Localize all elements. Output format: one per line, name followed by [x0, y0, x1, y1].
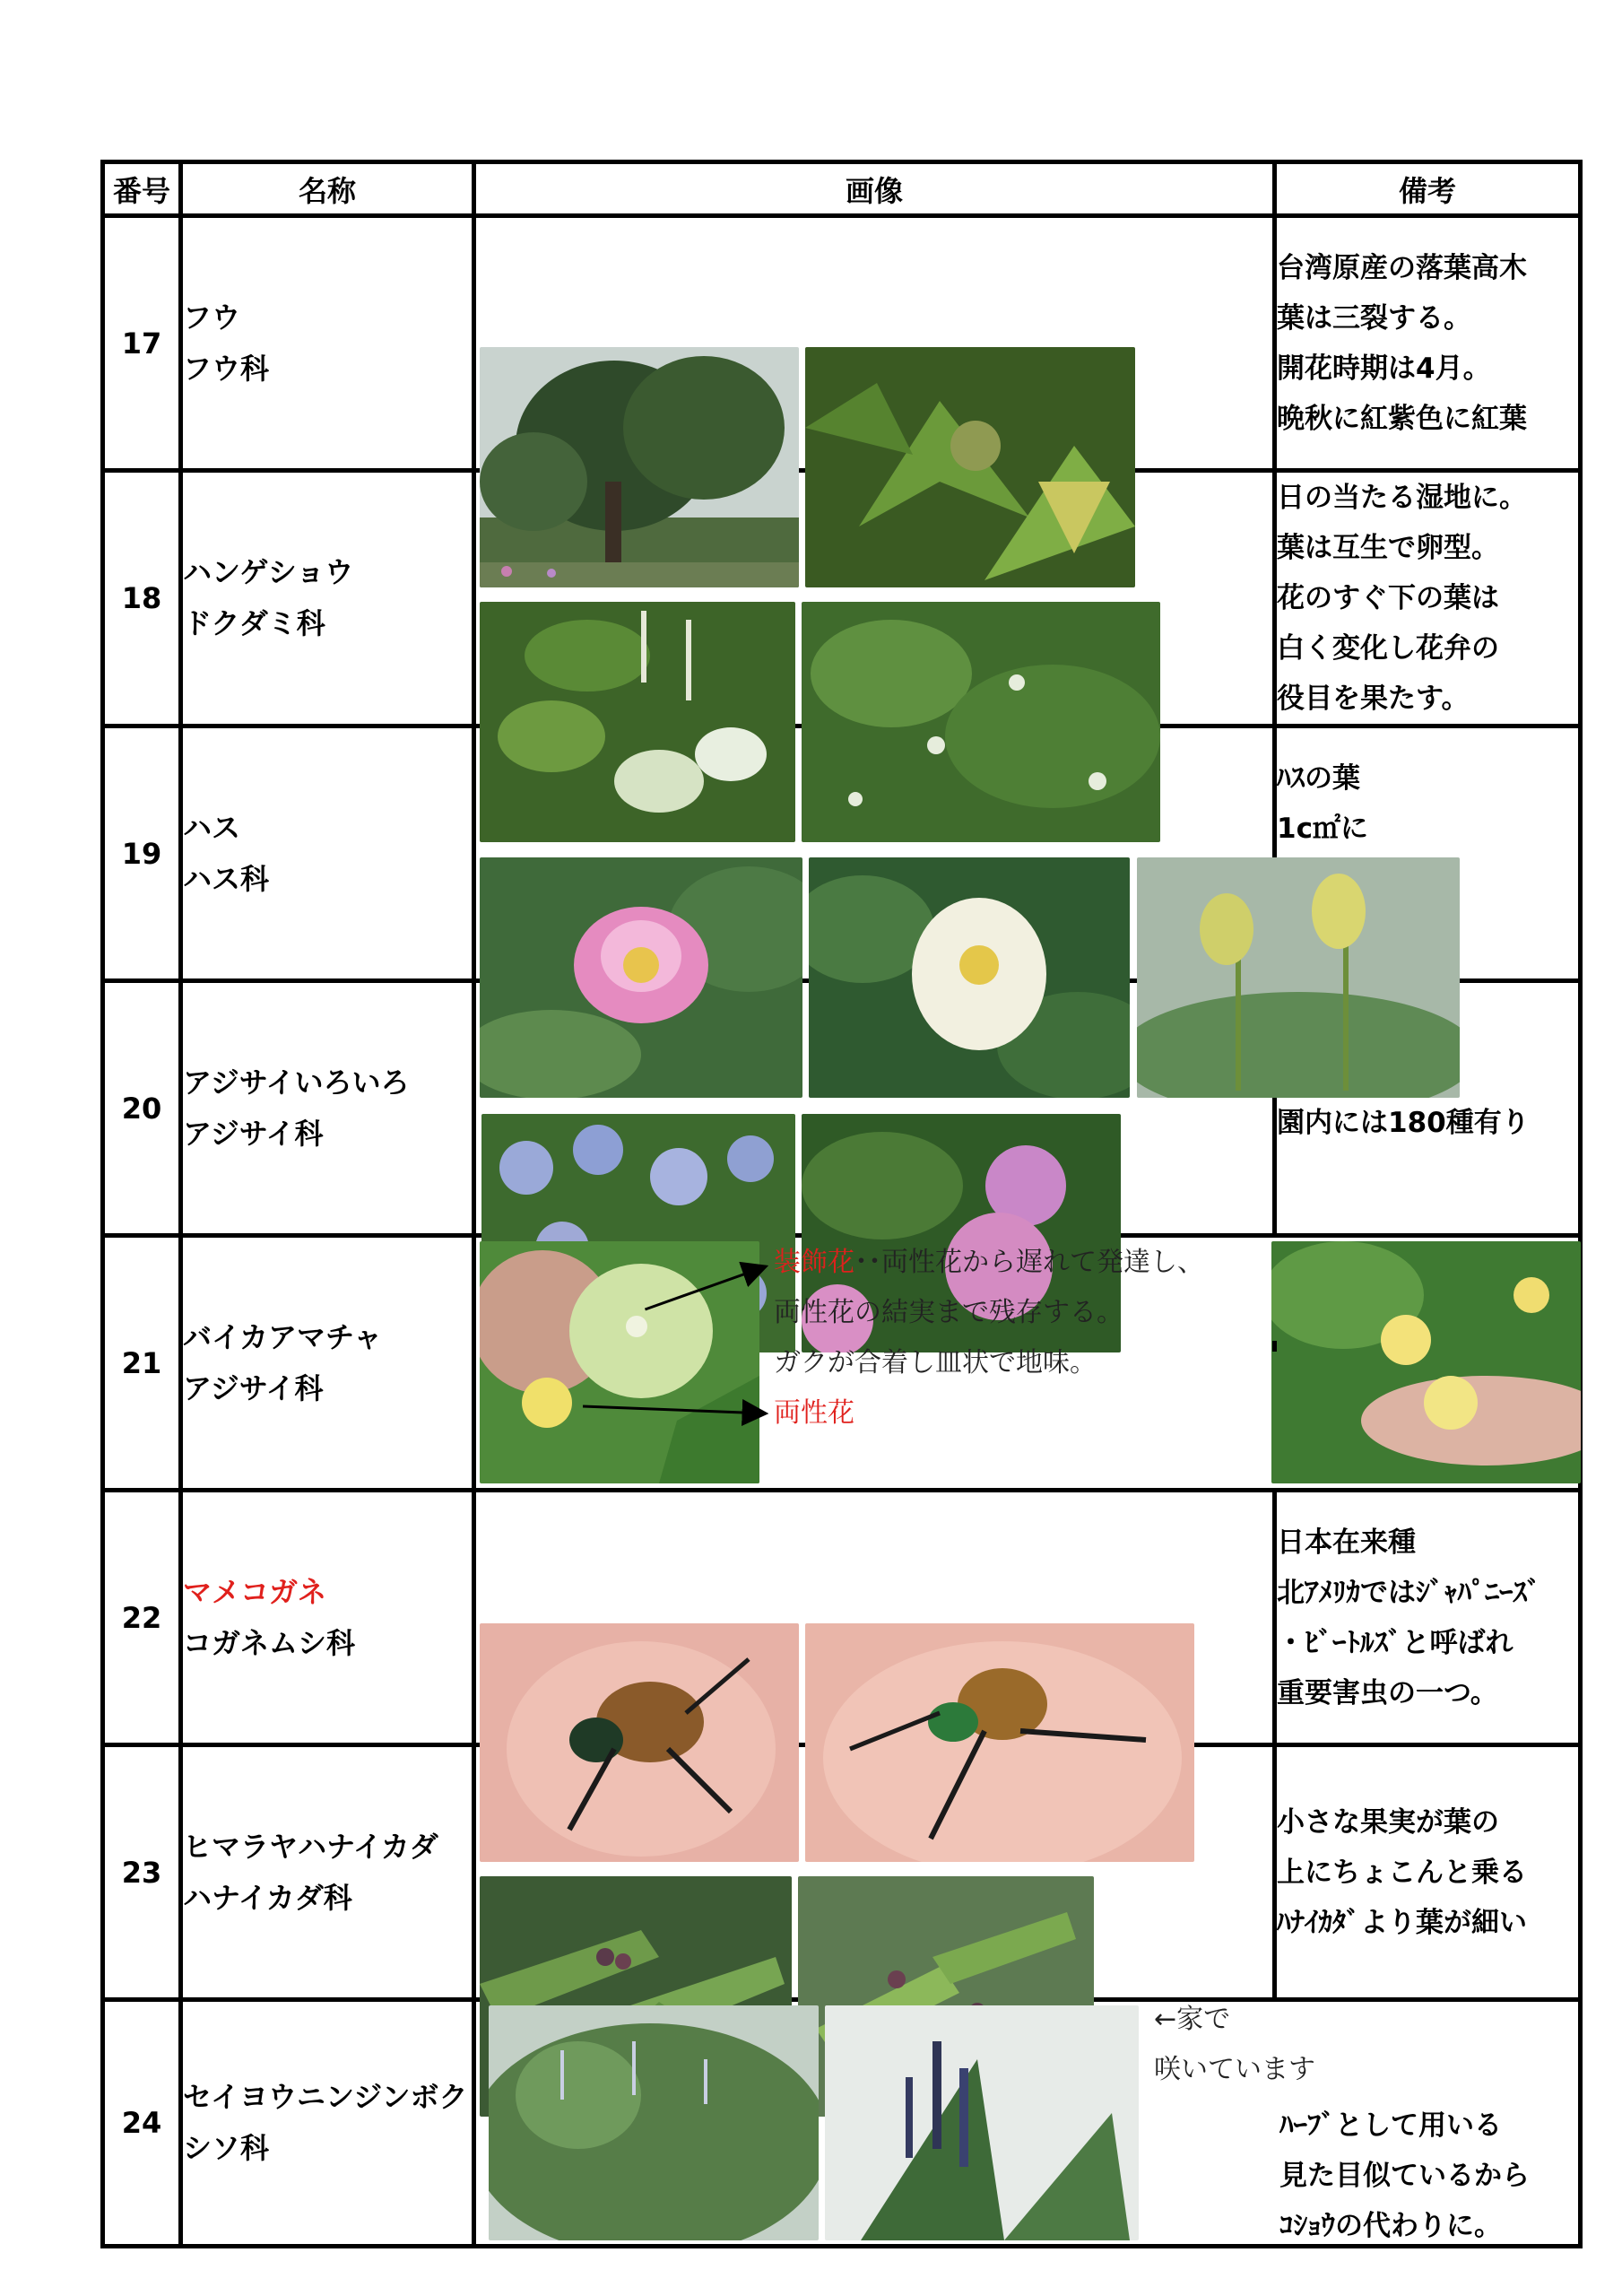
image-cell: [474, 1491, 1275, 1745]
hand-flowers-photo[interactable]: [1271, 1241, 1581, 1483]
note-line: 開花時期は4月。: [1277, 352, 1491, 385]
table-row: [103, 2000, 1581, 2247]
table-row: [103, 1236, 1581, 1491]
table-row: [103, 471, 1581, 726]
notes-cell: [1275, 1745, 1581, 2000]
note-line: 重要害虫の一つ。: [1277, 1676, 1498, 1709]
notes-cell: [1275, 216, 1581, 471]
plant-name-cell: [181, 471, 474, 726]
note-line: 小さな果実が葉の: [1277, 1805, 1499, 1839]
annotation-line: 両性花の結実まで残存する。: [774, 1297, 1123, 1328]
home-note-line: ←家で: [1154, 2004, 1231, 2035]
plant-name: マメコガネ: [183, 1574, 327, 1609]
plant-family: アジサイ科: [183, 1116, 324, 1151]
note-line: 葉は三裂する。: [1277, 301, 1471, 335]
note-line: ・ﾋﾞｰﾄﾙｽﾞと呼ばれ: [1277, 1626, 1514, 1659]
header-number: 番号: [103, 162, 181, 216]
row-number: 18: [103, 471, 181, 726]
table-row: [103, 726, 1581, 981]
note-line: 日本在来種: [1277, 1526, 1416, 1559]
plant-name-cell: [181, 981, 474, 1236]
plant-name-cell: [181, 1236, 474, 1491]
image-cell: [474, 981, 1275, 1236]
notes-divider-fragment: [1272, 1341, 1277, 1352]
image-cell: [474, 1236, 1581, 1491]
header-image: 画像: [474, 162, 1275, 216]
plant-family: ハス科: [183, 861, 270, 896]
table-row: [103, 1745, 1581, 2000]
note-line: ﾊｽの葉: [1277, 761, 1360, 795]
plant-family: フウ科: [183, 351, 270, 386]
note-line: 花のすぐ下の葉は: [1277, 582, 1499, 614]
plant-name: フウ: [183, 300, 241, 335]
note-line: 日の当たる湿地に。: [1277, 482, 1527, 514]
table-row: [103, 1491, 1581, 1745]
plant-name-cell: [181, 1745, 474, 2000]
image-cell: [474, 471, 1275, 726]
plant-family: アジサイ科: [183, 1370, 324, 1405]
table-header-row: [103, 162, 1581, 216]
plant-name-cell: [181, 216, 474, 471]
note-line: ﾊｰﾌﾞとして用いる: [1279, 2109, 1502, 2142]
flower-closeup-photo[interactable]: [480, 1241, 759, 1483]
notes-cell: [1279, 2100, 1530, 2251]
plant-name: ヒマラヤハナイカダ: [183, 1829, 438, 1864]
annotation-line: ガクが合着し皿状で地味。: [774, 1347, 1097, 1378]
plant-name: ハンゲショウ: [183, 555, 354, 589]
note-line: 葉は互生で卵型。: [1277, 532, 1499, 564]
image-cell: [474, 2000, 1581, 2247]
row-number: 21: [103, 1236, 181, 1491]
image-cell: [474, 1745, 1275, 2000]
note-line: 見た目似ているから: [1279, 2160, 1530, 2192]
annotation-text: [774, 1238, 1204, 1439]
plant-name: アジサイいろいろ: [183, 1065, 410, 1100]
decorative-flower-label: 装飾花: [774, 1247, 854, 1278]
plant-table: [100, 160, 1583, 2248]
note-line: 1c㎡に: [1277, 812, 1368, 845]
row-number: 19: [103, 726, 181, 981]
plant-name-cell: [181, 2000, 474, 2247]
vitex-flower-photo[interactable]: [825, 2005, 1139, 2240]
note-line: 台湾原産の落葉高木: [1277, 251, 1527, 284]
note-line: ｺｼｮｳの代わりに。: [1279, 2210, 1502, 2242]
plant-name-cell: [181, 726, 474, 981]
plant-family: シソ科: [183, 2131, 270, 2165]
row-number: 23: [103, 1745, 181, 2000]
note-line: 園内には180種有り: [1277, 1106, 1530, 1139]
note-line: 北ｱﾒﾘｶではｼﾞｬﾊﾟﾆｰｽﾞ: [1277, 1576, 1541, 1609]
plant-family: ドクダミ科: [183, 606, 325, 640]
image-cell: [474, 216, 1275, 471]
home-note: [1154, 1995, 1315, 2095]
notes-cell: [1275, 1491, 1581, 1745]
row-number: 17: [103, 216, 181, 471]
row-number: 22: [103, 1491, 181, 1745]
plant-name: バイカアマチャ: [183, 1319, 383, 1354]
header-name: 名称: [181, 162, 474, 216]
notes-cell: [1275, 471, 1581, 726]
plant-name: セイヨウニンジンボク: [183, 2080, 468, 2114]
plant-catalog-sheet: [100, 160, 1578, 2251]
home-note-line: 咲いています: [1154, 2054, 1315, 2085]
table-row: [103, 216, 1581, 471]
note-line: 晩秋に紅紫色に紅葉: [1277, 402, 1527, 435]
note-line: 上にちょこんと乗る: [1277, 1856, 1527, 1889]
plant-family: コガネムシ科: [183, 1625, 356, 1660]
bisexual-flower-label: 両性花: [774, 1397, 854, 1429]
plant-name: ハス: [183, 810, 241, 845]
image-cell: [474, 726, 1275, 981]
header-notes: 備考: [1275, 162, 1581, 216]
plant-family: ハナイカダ科: [183, 1880, 352, 1915]
annotation-line: ･･両性花から遅れて発達し、: [854, 1247, 1204, 1278]
plant-name-cell: [181, 1491, 474, 1745]
note-line: ﾊﾅｲｶﾀﾞより葉が細い: [1277, 1906, 1527, 1939]
vitex-shrub-photo[interactable]: [489, 2005, 819, 2240]
row-number: 24: [103, 2000, 181, 2247]
note-line: 役目を果たす。: [1277, 683, 1470, 715]
row-number: 20: [103, 981, 181, 1236]
note-line: 白く変化し花弁の: [1277, 632, 1499, 665]
